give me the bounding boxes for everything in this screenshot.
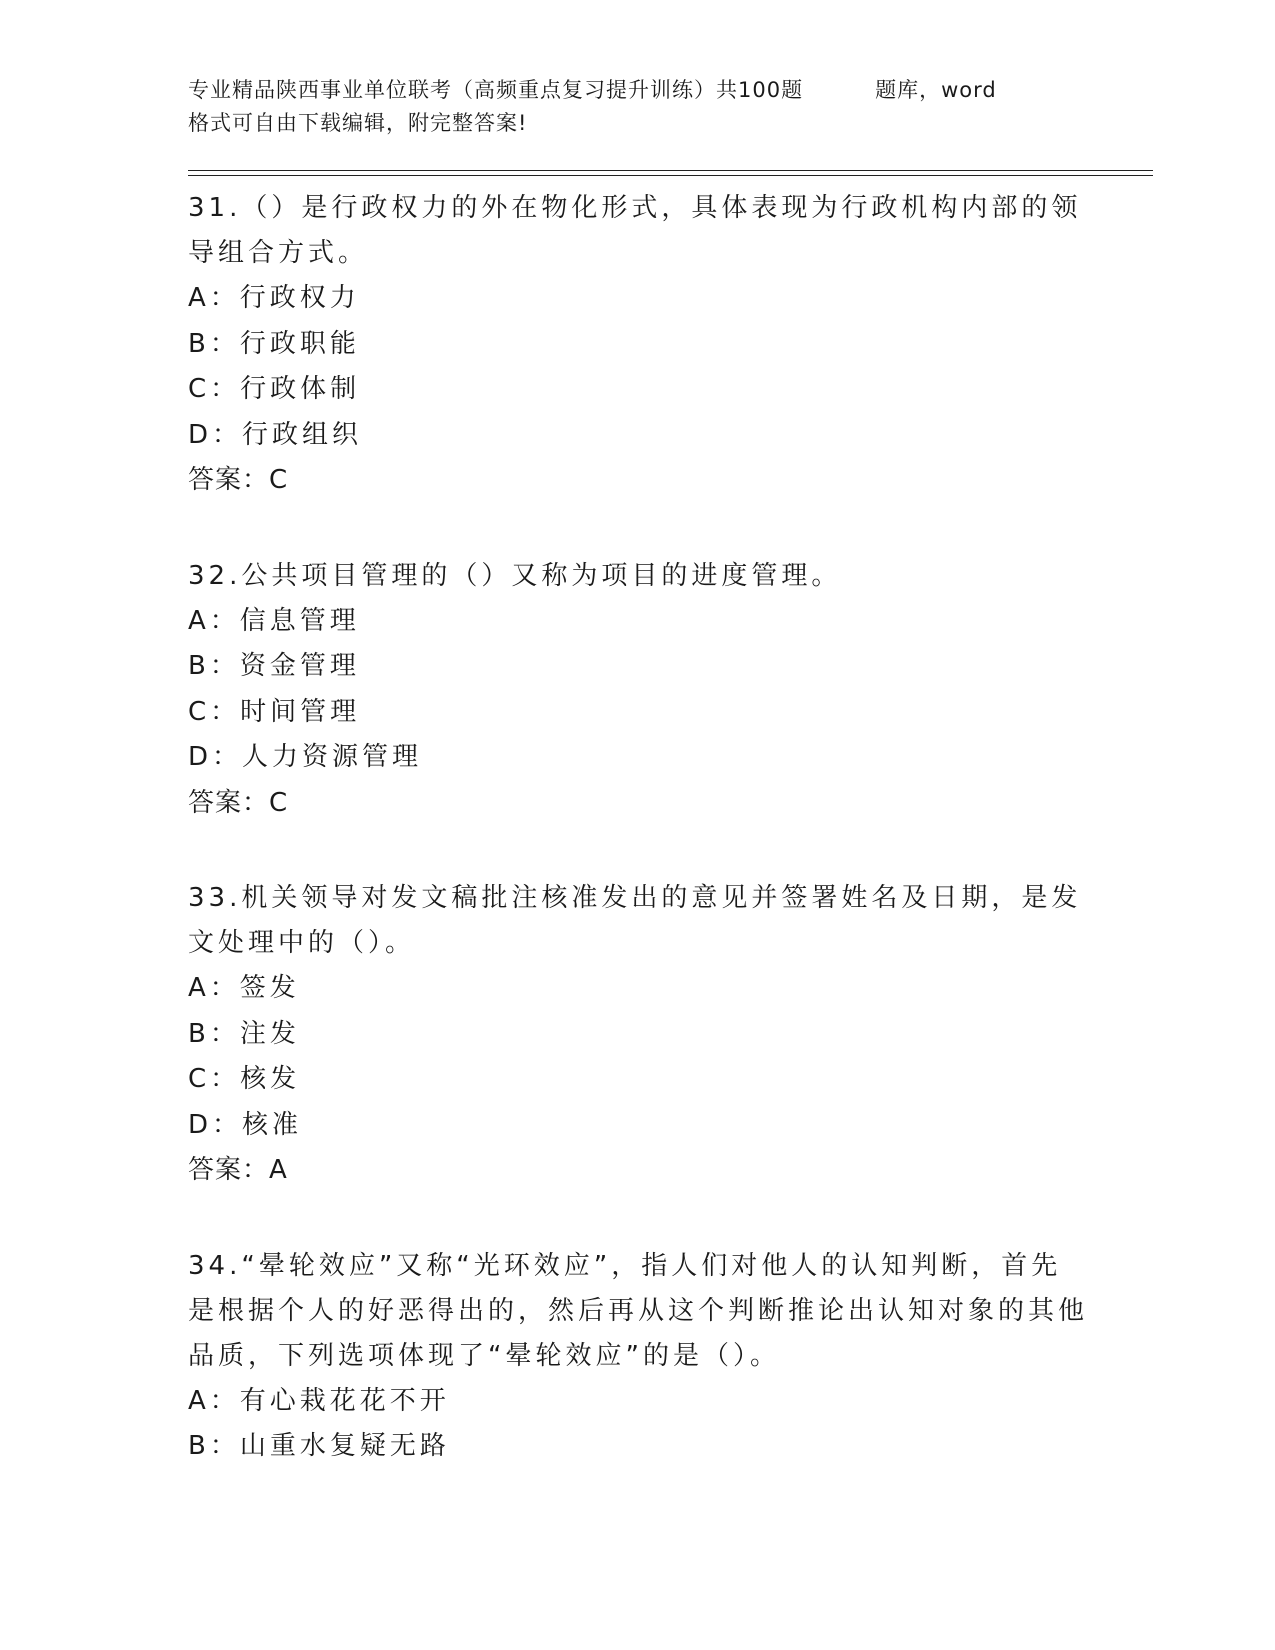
header-title-suffix: 题库，word: [875, 78, 997, 102]
option-b: B：山重水复疑无路: [188, 1431, 450, 1461]
option-a: A：有心栽花花不开: [188, 1385, 450, 1416]
question-33: [188, 876, 1088, 1194]
option-c: C：核发: [188, 1064, 301, 1094]
question-text: [188, 186, 1088, 276]
option-b: B：注发: [188, 1018, 300, 1049]
option-a: A：信息管理: [188, 605, 360, 636]
answer: 答案：C: [188, 787, 289, 818]
option-d: D：核准: [188, 1109, 303, 1140]
question-stem: 公共项目管理的（）又称为项目的进度管理。: [241, 560, 842, 591]
question-32: [188, 554, 1088, 827]
answer: 答案：C: [188, 465, 289, 495]
question-31: [188, 186, 1088, 504]
option-d: D：行政组织: [188, 419, 363, 450]
question-text: [188, 1244, 1088, 1379]
question-34: [188, 1244, 1088, 1470]
option-c: C：时间管理: [188, 696, 361, 727]
header-line-2: 格式可自由下载编辑，附完整答案!: [188, 111, 528, 135]
question-stem: “晕轮效应”又称“光环效应”，指人们对他人的认知判断，首先是根据个人的好恶得出的，然后再从这个判断推论出认知对象的其他品质，下列选项体现了“晕轮效应”的是（）。: [188, 1250, 1089, 1371]
question-number: 32.: [188, 560, 242, 591]
question-stem: 机关领导对发文稿批注核准发出的意见并签署姓名及日期，是发文处理中的（）。: [188, 883, 1082, 958]
question-stem: （）是行政权力的外在物化形式，具体表现为行政机构内部的领导组合方式。: [188, 193, 1082, 268]
option-a: A：签发: [188, 973, 300, 1003]
question-number: 33.: [188, 883, 242, 913]
question-text: [188, 554, 1088, 599]
option-a: A：行政权力: [188, 283, 360, 313]
document-header: [188, 74, 1088, 140]
header-divider-top: [188, 170, 1153, 171]
header-line-1: [188, 74, 1088, 107]
option-c: C：行政体制: [188, 374, 361, 404]
question-text: [188, 876, 1088, 966]
option-b: B：资金管理: [188, 651, 360, 681]
option-d: D：人力资源管理: [188, 742, 423, 772]
question-number: 34.: [188, 1250, 242, 1281]
question-list: [188, 186, 1088, 1520]
question-number: 31.: [188, 193, 242, 223]
header-title: 专业精品陕西事业单位联考（高频重点复习提升训练）共100题: [188, 78, 804, 102]
option-b: B：行政职能: [188, 328, 360, 359]
answer: 答案：A: [188, 1155, 288, 1185]
header-divider-bottom: [188, 175, 1153, 176]
